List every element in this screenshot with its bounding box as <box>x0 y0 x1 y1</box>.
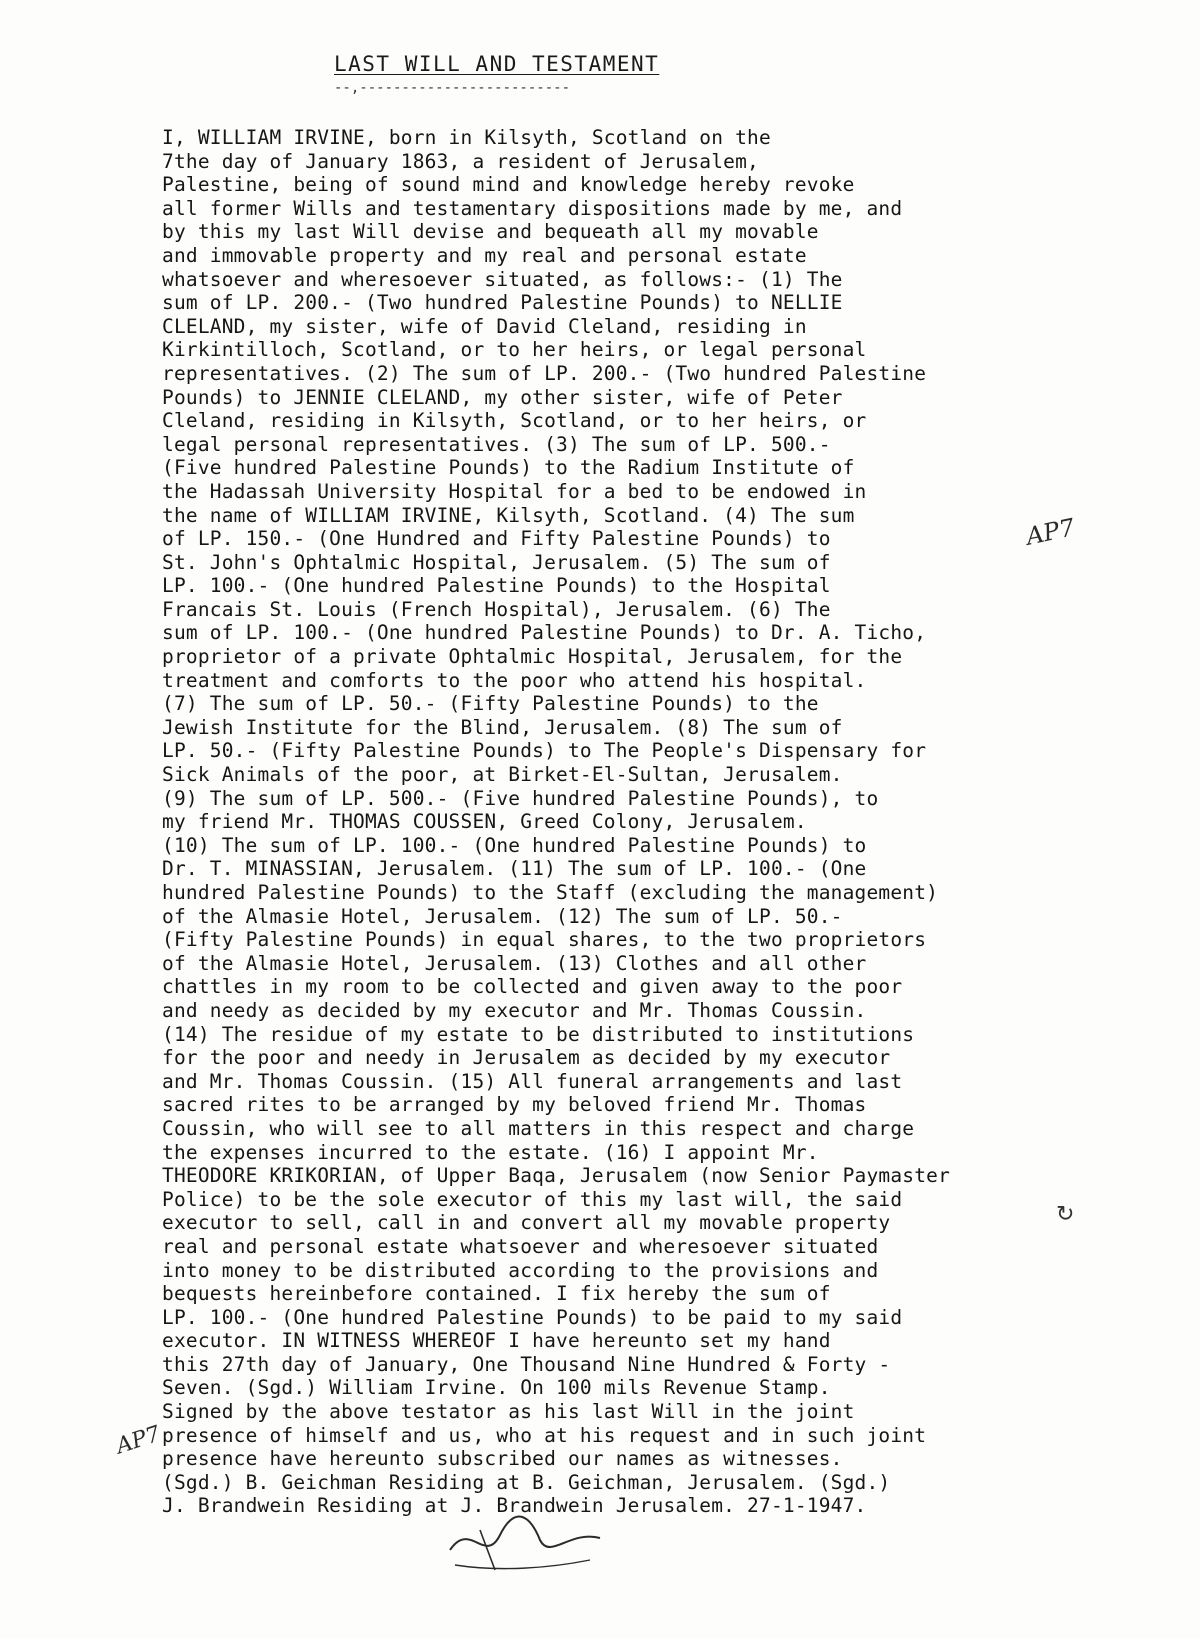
title-block <box>334 52 714 96</box>
text-line: executor. IN WITNESS WHEREOF I have hereunto set my hand <box>162 1329 831 1353</box>
text-line: the Hadassah University Hospital for a bed to be endowed in <box>162 479 867 503</box>
text-line: Dr. T. MINASSIAN, Jerusalem. (11) The sum of LP. 100.- (One <box>162 857 867 881</box>
text-line: for the poor and needy in Jerusalem as decided by my executor <box>162 1046 891 1070</box>
text-line: sacred rites to be arranged by my beloved friend Mr. Thomas <box>162 1093 867 1117</box>
text-line: Sick Animals of the poor, at Birket-El-Sultan, Jerusalem. <box>162 763 843 787</box>
text-line: Palestine, being of sound mind and knowledge hereby revoke <box>162 173 855 197</box>
text-line: St. John's Ophtalmic Hospital, Jerusalem. (5) The sum of <box>162 550 831 574</box>
text-line: of LP. 150.- (One Hundred and Fifty Palestine Pounds) to <box>162 527 831 551</box>
text-line: whatsoever and wheresoever situated, as follows:- (1) The <box>162 267 843 291</box>
text-line: hundred Palestine Pounds) to the Staff (excluding the management) <box>162 881 939 904</box>
text-line: all former Wills and testamentary dispositions made by me, and <box>162 196 903 220</box>
text-line: and needy as decided by my executor and Mr. Thomas Coussin. <box>162 998 867 1022</box>
text-line: my friend Mr. THOMAS COUSSEN, Greed Colony, Jerusalem. <box>162 810 807 834</box>
text-line: (7) The sum of LP. 50.- (Fifty Palestine Pounds) to the <box>162 692 819 716</box>
text-line: this 27th day of January, One Thousand Nine Hundred & Forty - <box>162 1352 891 1376</box>
text-line: Jewish Institute for the Blind, Jerusalem. (8) The sum of <box>162 715 843 739</box>
text-line: by this my last Will devise and bequeath all my movable <box>162 220 819 244</box>
text-line: Coussin, who will see to all matters in this respect and charge <box>162 1116 915 1140</box>
text-line: sum of LP. 100.- (One hundred Palestine Pounds) to Dr. A. Ticho, <box>162 621 927 645</box>
text-line: representatives. (2) The sum of LP. 200.- (Two hundred Palestine <box>162 361 927 385</box>
text-line: Signed by the above testator as his last Will in the joint <box>162 1400 855 1424</box>
text-line: (Five hundred Palestine Pounds) to the Radium Institute of <box>162 456 855 480</box>
handwritten-correction-mark: ↻ <box>1056 1202 1075 1227</box>
text-line: and Mr. Thomas Coussin. (15) All funeral arrangements and last <box>162 1069 903 1093</box>
text-line: treatment and comforts to the poor who attend his hospital. <box>162 668 867 692</box>
text-line: (Sgd.) B. Geichman Residing at B. Geichman, Jerusalem. (Sgd.) <box>162 1470 891 1494</box>
text-line: J. Brandwein Residing at J. Brandwein Jerusalem. 27-1-1947. <box>162 1494 867 1518</box>
text-line: THEODORE KRIKORIAN, of Upper Baqa, Jerusalem (now Senior Paymaster <box>162 1164 951 1188</box>
text-line: LP. 100.- (One hundred Palestine Pounds) to be paid to my said <box>162 1305 903 1329</box>
text-line: of the Almasie Hotel, Jerusalem. (12) The sum of LP. 50.- <box>162 904 843 928</box>
text-line: LP. 100.- (One hundred Palestine Pounds) to the Hospital <box>162 574 831 598</box>
text-line: Cleland, residing in Kilsyth, Scotland, or to her heirs, or <box>162 409 867 433</box>
text-line: and immovable property and my real and personal estate <box>162 243 807 267</box>
text-line: chattles in my room to be collected and given away to the poor <box>162 975 903 999</box>
handwritten-initials-right: AP7 <box>1023 513 1078 551</box>
document-title: LAST WILL AND TESTAMENT <box>334 52 660 76</box>
text-line: executor to sell, call in and convert all my movable property <box>162 1211 891 1235</box>
handwritten-signature <box>440 1510 610 1580</box>
text-line: the name of WILLIAM IRVINE, Kilsyth, Scotland. (4) The sum <box>162 503 855 527</box>
text-line: Police) to be the sole executor of this my last will, the said <box>162 1187 903 1211</box>
text-line: (10) The sum of LP. 100.- (One hundred Palestine Pounds) to <box>162 833 867 857</box>
text-line: of the Almasie Hotel, Jerusalem. (13) Clothes and all other <box>162 951 867 975</box>
text-line: CLELAND, my sister, wife of David Cleland, residing in <box>162 314 807 338</box>
text-line: Francais St. Louis (French Hospital), Jerusalem. (6) The <box>162 597 831 621</box>
text-line: proprietor of a private Ophtalmic Hospital, Jerusalem, for the <box>162 645 903 669</box>
text-line: (9) The sum of LP. 500.- (Five hundred Palestine Pounds), to <box>162 786 879 810</box>
text-line: (14) The residue of my estate to be distributed to institutions <box>162 1022 915 1046</box>
text-line: I, WILLIAM IRVINE, born in Kilsyth, Scotland on the <box>162 126 771 149</box>
title-underline-dashes: --,------------------------- <box>334 80 571 96</box>
text-line: sum of LP. 200.- (Two hundred Palestine Pounds) to NELLIE <box>162 291 843 315</box>
text-line: real and personal estate whatsoever and wheresoever situated <box>162 1234 879 1258</box>
text-line: Seven. (Sgd.) William Irvine. On 100 mils Revenue Stamp. <box>162 1376 831 1400</box>
handwritten-initials-left: AP7 <box>113 1421 164 1460</box>
text-line: presence have hereunto subscribed our names as witnesses. <box>162 1447 843 1471</box>
will-body-text <box>162 126 1182 1518</box>
text-line: Kirkintilloch, Scotland, or to her heirs, or legal personal <box>162 338 867 362</box>
text-line: legal personal representatives. (3) The sum of LP. 500.- <box>162 432 831 456</box>
text-line: (Fifty Palestine Pounds) in equal shares, to the two proprietors <box>162 928 927 952</box>
text-line: presence of himself and us, who at his request and in such joint <box>162 1423 927 1447</box>
text-line: into money to be distributed according to the provisions and <box>162 1258 879 1282</box>
text-line: bequests hereinbefore contained. I fix hereby the sum of <box>162 1282 831 1306</box>
text-line: LP. 50.- (Fifty Palestine Pounds) to The People's Dispensary for <box>162 739 927 763</box>
text-line: Pounds) to JENNIE CLELAND, my other sister, wife of Peter <box>162 385 843 409</box>
text-line: the expenses incurred to the estate. (16) I appoint Mr. <box>162 1140 819 1164</box>
text-line: 7the day of January 1863, a resident of Jerusalem, <box>162 149 759 173</box>
